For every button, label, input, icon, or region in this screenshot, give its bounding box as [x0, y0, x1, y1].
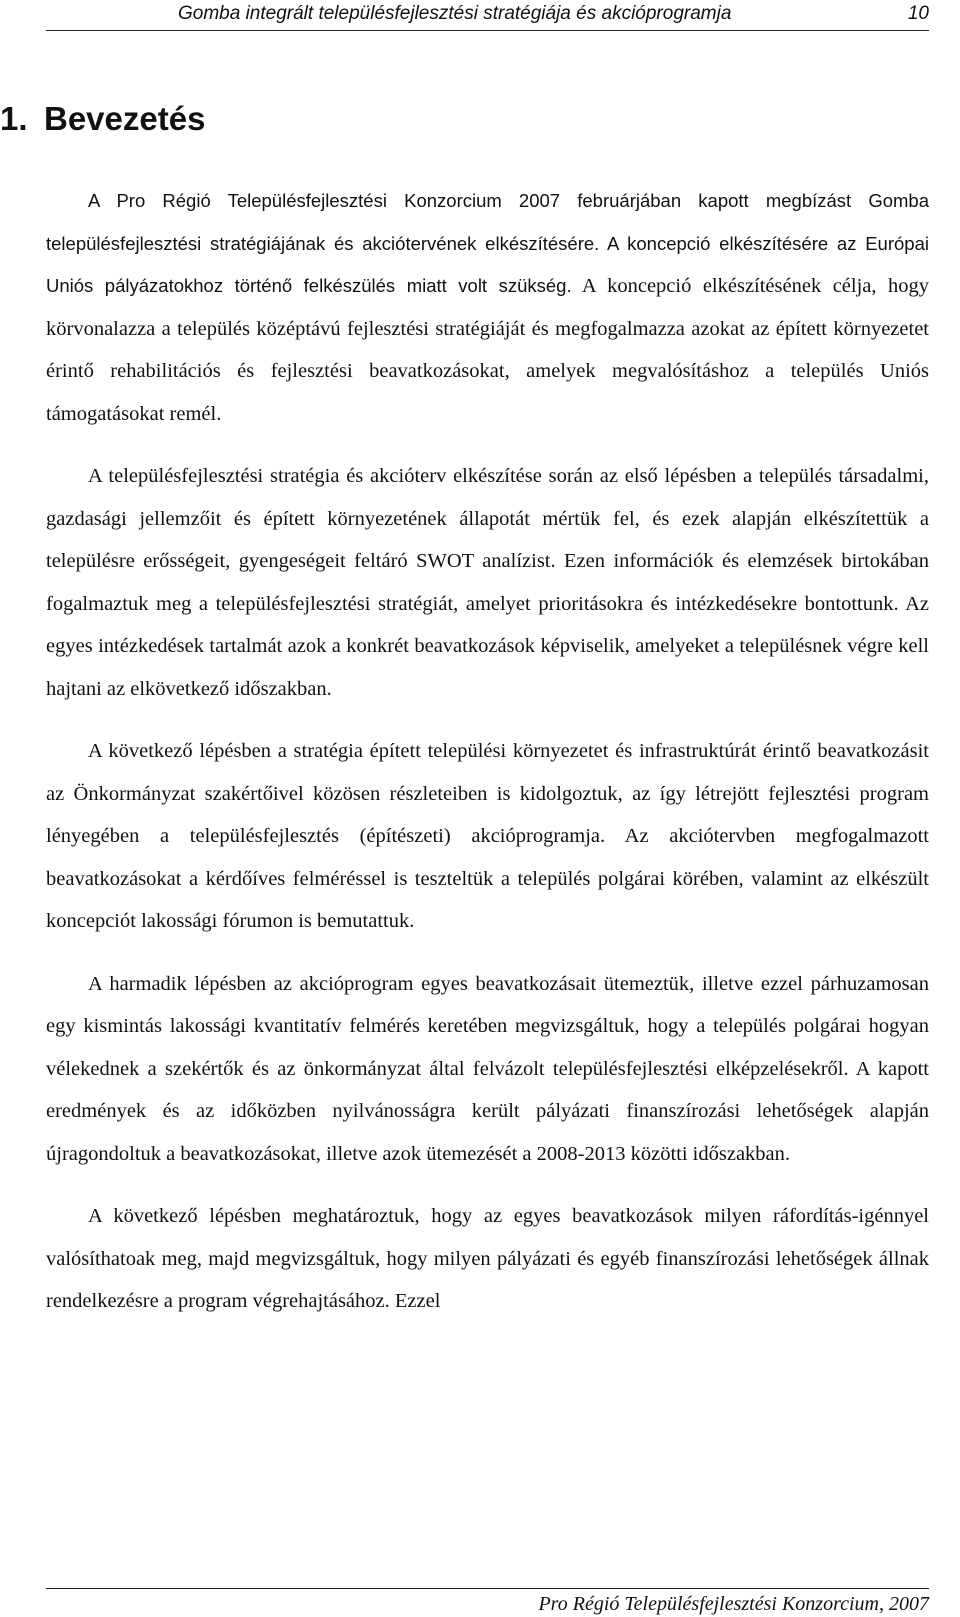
document-body [46, 180, 929, 1323]
page-number: 10 [907, 3, 929, 24]
paragraph-1-serif-part: A koncepció elkészítésének célja, hogy körvonalazza a település középtávú fejlesztési stratégiáját és megfogalmazza azokat az épített környezetet érintő rehabilitációs és fejlesztési beavatkozásokat, amelyek megvalósításhoz a település Uniós támogatásokat remél. [46, 275, 929, 425]
page-header [46, 0, 929, 31]
paragraph-2: A településfejlesztési stratégia és akcióterv elkészítése során az első lépésben a település társadalmi, gazdasági jellemzőit és épített környezetének állapotát mértük fel, és ezek alapján elkészítettük a településre erősségeit, gyengeségeit feltáró SWOT analízist. Ezen információk és elemzések birtokában fogalmaztuk meg a településfejlesztési stratégiát, amelyet prioritásokra és intézkedésekre bontottunk. Az egyes intézkedések tartalmát azok a konkrét beavatkozások képviselik, amelyeket a településnek végre kell hajtani az elkövetkező időszakban. [46, 465, 929, 700]
section-heading [0, 100, 205, 138]
paragraph-5: A következő lépésben meghatároztuk, hogy az egyes beavatkozások milyen ráfordítás-igénnyel valósíthatoak meg, majd megvizsgáltuk, hogy milyen pályázati és egyéb finanszírozási lehetőségek állnak rendelkezésre a program végrehajtásához. Ezzel [46, 1205, 929, 1312]
page-footer [46, 1588, 929, 1616]
paragraph-4: A harmadik lépésben az akcióprogram egyes beavatkozásait ütemeztük, illetve ezzel párhuzamosan egy kismintás lakossági kvantitatív felmérés keretében megvizsgáltuk, hogy a település polgárai hogyan vélekednek a szekértők és az önkormányzat által felvázolt településfejlesztési elképzelésekről. A kapott eredmények és az időközben nyilvánosságra került pályázati finanszírozási lehetőségek alapján újragondoltuk a beavatkozásokat, illetve azok ütemezését a 2008-2013 közötti időszakban. [46, 972, 929, 1165]
section-title: Bevezetés [44, 100, 206, 137]
section-number: 1. [0, 100, 28, 137]
paragraph-3: A következő lépésben a stratégia épített települési környezetet és infrastruktúrát érintő beavatkozásit az Önkormányzat szakértőivel közösen részleteiben is kidolgoztuk, az így létrejött fejlesztési program lényegében a településfejlesztés (építészeti) akcióprogramja. Az akciótervben megfogalmazott beavatkozásokat a kérdőíves felméréssel is teszteltük a település polgárai körében, valamint az elkészült koncepciót lakossági fórumon is bemutattuk. [46, 740, 929, 932]
paragraph-1-sans-part: A Pro Régió Településfejlesztési Konzorcium 2007 februárjában kapott megbízást Gomba településfejlesztési stratégiájának és akciótervének elkészítésére. A koncepció elkészítésére az Európai Uniós pályázatokhoz történő felkészülés miatt volt szükség. [46, 190, 929, 296]
header-title: Gomba integrált településfejlesztési stratégiája és akcióprogramja [178, 3, 732, 24]
footer-text: Pro Régió Településfejlesztési Konzorcium, 2007 [538, 1593, 929, 1615]
paragraph-1 [46, 180, 929, 435]
